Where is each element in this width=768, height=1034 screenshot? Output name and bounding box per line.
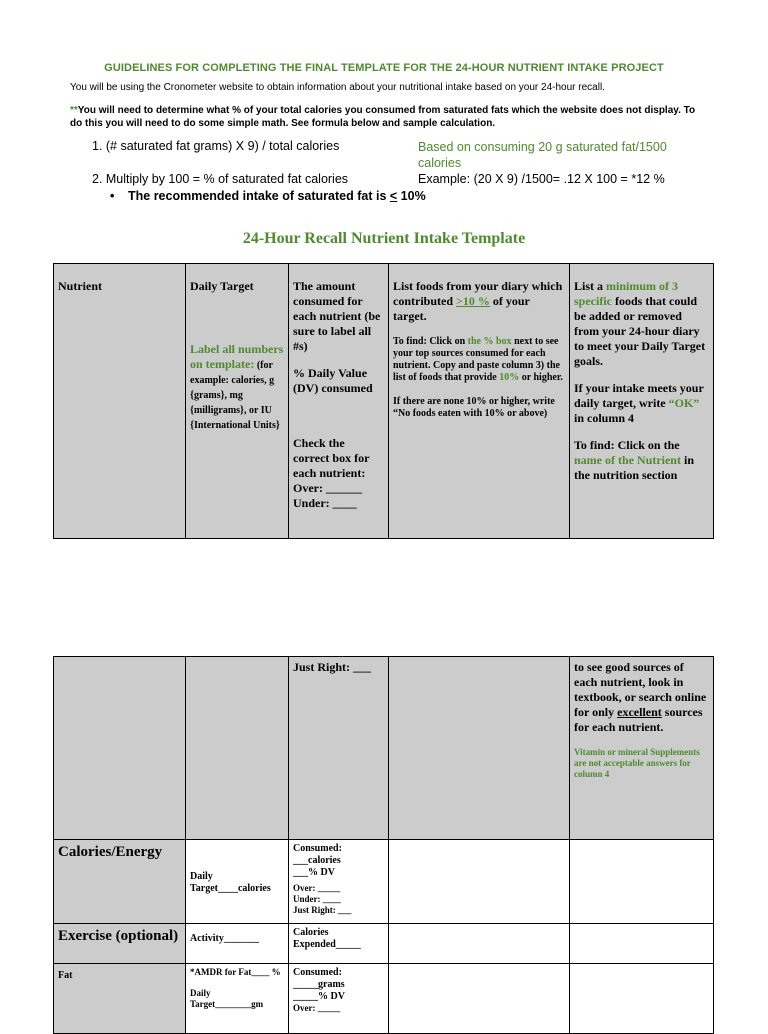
exercise-suggested-cell <box>570 924 714 964</box>
suggest-label: List a <box>574 279 607 293</box>
fat-target-cell <box>186 964 289 1034</box>
ten-percent-threshold: >10 % <box>456 294 490 308</box>
calories-row <box>54 840 714 924</box>
good-sources-instructions: to see good sources of each nutrient, look in textbook, or search online for only <box>574 660 707 719</box>
calories-foods-cell[interactable] <box>389 840 570 924</box>
fat-name: Fat <box>58 970 73 981</box>
calories-just-right-blank[interactable]: Just Right: ___ <box>293 905 352 915</box>
amount-consumed-label: The amount consumed for each nutrient (be sure to label all #s) <box>293 279 381 353</box>
header-row <box>54 264 714 539</box>
calories-consumed-blank[interactable]: ___calories <box>293 855 341 866</box>
bullet-dot: • <box>110 189 115 203</box>
none-found-instructions: If there are none 10% or higher, write “No foods eaten with 10% or above) <box>393 396 555 419</box>
fat-foods-cell[interactable] <box>389 964 570 1034</box>
header-continued-consumed <box>289 657 389 840</box>
formula-step-1: 1. (# saturated fat grams) X 9) / total calories <box>92 139 340 153</box>
exercise-activity-cell <box>186 924 289 964</box>
guidelines-intro: You will be using the Cronometer website to obtain information about your nutritional intake based on your 24-hour recall. <box>70 82 605 93</box>
exercise-name: Exercise (optional) <box>58 928 179 944</box>
fat-suggested-cell[interactable] <box>570 964 714 1034</box>
template-body-table <box>53 656 714 1034</box>
exercise-nutrient-cell <box>54 924 186 964</box>
header-foods-contributed <box>389 264 570 539</box>
calories-name: Calories/Energy <box>58 844 163 860</box>
under-blank: Under: ____ <box>293 496 357 510</box>
calories-under-blank[interactable]: Under: ____ <box>293 894 341 904</box>
nutrient-name-highlight: name of the Nutrient <box>574 453 681 467</box>
header-nutrient <box>54 264 186 539</box>
recommended-intake-bullet <box>110 189 426 203</box>
label-all-numbers: Label all numbers on template: <box>190 342 284 371</box>
minimum-three-highlight: minimum of 3 specific <box>574 279 679 308</box>
header-amount-consumed <box>289 264 389 539</box>
calories-nutrient-cell <box>54 840 186 924</box>
percent-box-highlight: the % box <box>467 336 512 347</box>
just-right-blank: Just Right: ___ <box>293 660 372 674</box>
good-sources-end: sources for each nutrient. <box>574 705 703 734</box>
bullet-text: The recommended intake of saturated fat is <box>128 189 390 203</box>
exercise-foods-cell <box>389 924 570 964</box>
fat-consumed-label: Consumed: <box>293 967 342 978</box>
suggest-label-end: foods that could be added or removed from your 24-hour diary to meet your Daily Target goals. <box>574 294 706 368</box>
fat-nutrient-cell <box>54 964 186 1034</box>
calories-consumed-cell <box>289 840 389 924</box>
saturated-fat-note <box>70 104 710 130</box>
calories-dv-blank[interactable]: ___% DV <box>293 867 335 878</box>
template-title: 24-Hour Recall Nutrient Intake Template <box>242 230 526 247</box>
percent-dv-label: % Daily Value (DV) consumed <box>293 366 373 395</box>
ok-highlight: “OK” <box>668 396 700 410</box>
header-continued-foods <box>389 657 570 840</box>
ten-percent-highlight: 10% <box>499 372 520 383</box>
formula-step-2: 2. Multiply by 100 = % of saturated fat calories <box>92 172 349 186</box>
fat-over-blank[interactable]: Over: _____ <box>293 1003 341 1013</box>
over-blank: Over: ______ <box>293 481 362 495</box>
to-find-instructions: next to see your top sources consumed for each nutrient. Copy and paste column 3) the list of foods that provide <box>393 336 560 383</box>
daily-target-label: Daily Target <box>190 279 254 293</box>
exercise-expended-cell <box>289 924 389 964</box>
bullet-end: 10% <box>397 189 426 203</box>
less-equal-symbol: < <box>389 189 398 203</box>
excellent-underlined: excellent <box>617 705 662 719</box>
fat-amdr-blank[interactable]: *AMDR for Fat____ % <box>190 967 281 977</box>
template-header-table <box>53 263 714 539</box>
fat-consumed-cell <box>289 964 389 1034</box>
calories-over-blank[interactable]: Over: _____ <box>293 883 341 893</box>
header-continued-row <box>54 657 714 840</box>
formula-example: Example: (20 X 9) /1500= .12 X 100 = *12 % <box>418 172 665 186</box>
calories-target-blank[interactable]: Daily Target____calories <box>190 871 271 894</box>
header-suggested-foods <box>570 264 714 539</box>
ok-instructions: If your intake meets your daily target, write <box>574 381 704 410</box>
nutrient-find-end: in the nutrition section <box>574 453 694 482</box>
exercise-row <box>54 924 714 964</box>
check-box-label: Check the correct box for each nutrient: <box>293 436 370 480</box>
label-examples: (for example: calories, g {grams}, mg {milligrams}, or IU {International Units} <box>190 360 280 431</box>
header-daily-target <box>186 264 289 539</box>
fat-dv-blank[interactable]: _____% DV <box>293 991 345 1002</box>
guidelines-title: GUIDELINES FOR COMPLETING THE FINAL TEMPLATE FOR THE 24-HOUR NUTRIENT INTAKE PROJECT <box>104 62 664 74</box>
ok-instructions-end: in column 4 <box>574 411 635 425</box>
calories-suggested-cell[interactable] <box>570 840 714 924</box>
to-find-label: To find: Click on <box>393 336 468 347</box>
fat-grams-blank[interactable]: _____grams <box>293 979 345 990</box>
calories-target-cell <box>186 840 289 924</box>
calories-consumed-label: Consumed: <box>293 843 342 854</box>
header-nutrient-label: Nutrient <box>58 279 102 293</box>
note-text: You will need to determine what % of your total calories you consumed from saturated fats which the website does not display. To do this you will need to do some simple math. See formula below and sample calculation. <box>70 105 696 129</box>
fat-target-blank[interactable]: Daily Target________gm <box>190 988 264 1009</box>
formula-sample-basis: Based on consuming 20 g saturated fat/1500 calories <box>418 140 667 170</box>
header-continued-suggested <box>570 657 714 840</box>
header-continued-target <box>186 657 289 840</box>
calories-expended-blank[interactable]: Calories Expended_____ <box>293 927 361 950</box>
to-find-end: or higher. <box>519 372 563 383</box>
header-continued-nutrient <box>54 657 186 840</box>
supplements-note: Vitamin or mineral Supplements are not acceptable answers for column 4 <box>574 747 700 779</box>
foods-list-label-end: of your target. <box>393 294 530 323</box>
nutrient-find-label: To find: Click on the <box>574 438 680 452</box>
exercise-activity-blank[interactable]: Activity_______ <box>190 933 259 944</box>
note-asterisks: ** <box>70 105 78 116</box>
foods-list-label: List foods from your diary which contributed <box>393 279 563 308</box>
fat-row <box>54 964 714 1034</box>
